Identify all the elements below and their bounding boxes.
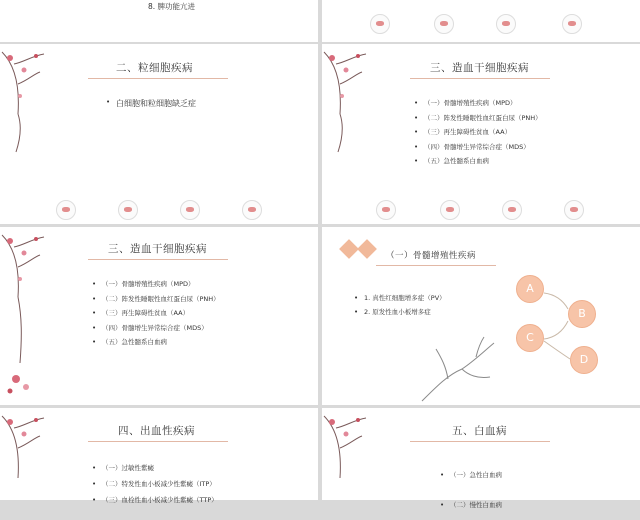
bullet-list — [106, 98, 196, 109]
list-item: • （一）过敏性紫癜 — [92, 460, 218, 476]
branch-decoration-icon — [0, 408, 60, 500]
list-item: • （二）阵发性睡眠性血红蛋白尿（PNH） — [414, 111, 542, 126]
branch-decoration-icon — [0, 227, 60, 367]
bullet-list — [92, 277, 220, 350]
flower-circle-icon — [180, 200, 200, 220]
flower-circle-icon — [118, 200, 138, 220]
title-underline — [410, 78, 550, 79]
tree-decoration-icon — [418, 335, 508, 405]
list-item: • 白细胞和粒细胞缺乏症 — [106, 98, 196, 109]
list-item: • （四）骨髓增生异常综合症（MDS） — [414, 140, 542, 155]
flower-decoration-icon — [0, 367, 40, 401]
slide-title: （一）骨髓增殖性疾病 — [386, 251, 477, 261]
bullet-list — [92, 460, 218, 508]
branch-decoration-icon — [322, 44, 382, 154]
slide-mpd[interactable] — [322, 227, 640, 405]
title-underline — [88, 259, 228, 260]
bullet-list — [440, 460, 502, 520]
flower-circle-icon — [242, 200, 262, 220]
list-item: • （三）再生障碍性贫血（AA） — [414, 125, 542, 140]
slide-top-right[interactable] — [322, 0, 640, 42]
title-underline — [88, 441, 228, 442]
slide-title: 四、出血性疾病 — [118, 425, 195, 437]
diagram-node-c: C — [516, 324, 544, 352]
flower-circle-icon — [376, 200, 396, 220]
slide-leukemia[interactable] — [322, 408, 640, 509]
list-item: • （三）血栓性血小板减少性紫癜（TTP） — [92, 492, 218, 508]
title-underline — [410, 441, 550, 442]
list-item: • （二）阵发性睡眠性血红蛋白尿（PNH） — [92, 292, 220, 307]
list-item: • （五）急性髓系白血病 — [92, 335, 220, 350]
slide-title: 五、白血病 — [452, 425, 507, 437]
slide-title: 三、造血干细胞疾病 — [108, 243, 207, 255]
flower-circle-icon — [502, 200, 522, 220]
list-item: • 1. 真性红细胞增多症（PV） — [354, 291, 446, 305]
slide-title: 三、造血干细胞疾病 — [430, 62, 529, 74]
flower-circle-icon — [564, 200, 584, 220]
slide-stem-cell-1[interactable] — [322, 44, 640, 224]
list-item: • （四）骨髓增生异常综合症（MDS） — [92, 321, 220, 336]
branch-decoration-icon — [322, 408, 382, 500]
slide-granulocyte[interactable] — [0, 44, 318, 224]
slide-list-item: 8. 脾功能亢进 — [148, 2, 196, 11]
diagram-node-d: D — [570, 346, 598, 374]
flower-circle-icon — [56, 200, 76, 220]
slide-title: 二、粒细胞疾病 — [116, 62, 193, 74]
diagram-node-a: A — [516, 275, 544, 303]
flower-circle-icon — [496, 14, 516, 34]
flower-circle-icon — [434, 14, 454, 34]
list-item: • （五）急性髓系白血病 — [414, 154, 542, 169]
list-item: • （一）骨髓增殖性疾病（MPD） — [92, 277, 220, 292]
flower-circle-icon — [562, 14, 582, 34]
flower-circle-icon — [370, 14, 390, 34]
slide-stem-cell-2[interactable] — [0, 227, 318, 405]
list-item: • （二）慢性白血病 — [440, 490, 502, 520]
title-underline — [88, 78, 228, 79]
slide-bleeding[interactable] — [0, 408, 318, 504]
list-item: • （一）急性白血病 — [440, 460, 502, 490]
bullet-list — [414, 96, 542, 169]
list-item: • （二）特发性血小板减少性紫癜（ITP） — [92, 476, 218, 492]
diagram-node-b: B — [568, 300, 596, 328]
flower-circle-icon — [440, 200, 460, 220]
list-item: • （三）再生障碍性贫血（AA） — [92, 306, 220, 321]
branch-decoration-icon — [0, 44, 60, 154]
slide-top-left[interactable] — [0, 0, 318, 42]
list-item: • 2. 原发性血小板增多症 — [354, 305, 446, 319]
list-item: • （一）骨髓增殖性疾病（MPD） — [414, 96, 542, 111]
